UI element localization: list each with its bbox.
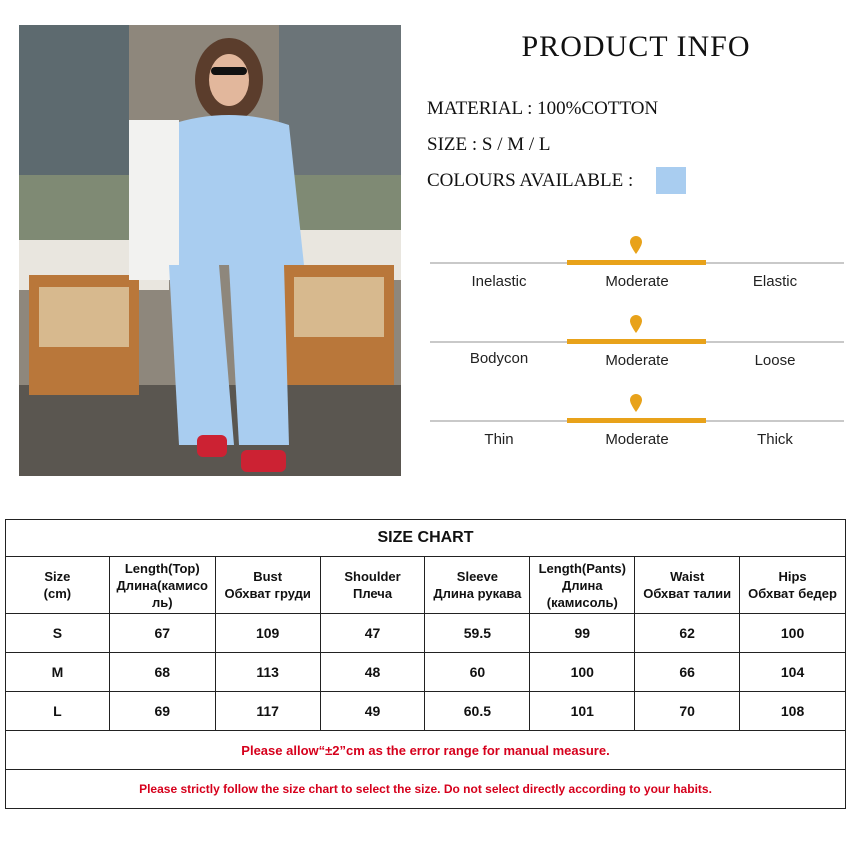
table-cell: 99: [530, 614, 635, 653]
scale-label-middle: Moderate: [605, 352, 669, 369]
scale-label-right: Elastic: [752, 273, 798, 290]
thickness-scale: [430, 410, 844, 450]
scale-label-middle: Moderate: [605, 431, 669, 448]
scale-label-left: Bodycon: [469, 350, 529, 367]
pin-marker-icon: [630, 236, 642, 254]
size-chart-table: [5, 519, 846, 809]
table-cell: L: [6, 692, 110, 731]
colour-swatch-light-blue: [656, 167, 686, 194]
scale-label-right: Thick: [757, 431, 793, 448]
scale-label-left: Thin: [484, 431, 514, 448]
scale-active-segment: [567, 339, 706, 344]
size-line: SIZE : S / M / L: [427, 134, 551, 155]
scale-label-right: Loose: [754, 352, 796, 369]
table-cell: 67: [109, 614, 215, 653]
scale-active-segment: [567, 260, 706, 265]
scale-label-left: Inelastic: [471, 273, 527, 290]
table-cell: 60.5: [425, 692, 530, 731]
table-cell: 59.5: [425, 614, 530, 653]
size-chart-header-row: [6, 557, 846, 614]
table-cell: 104: [740, 653, 846, 692]
table-row: [6, 614, 846, 653]
elasticity-scale: [430, 252, 844, 292]
table-cell: S: [6, 614, 110, 653]
table-cell: 60: [425, 653, 530, 692]
table-cell: 62: [635, 614, 740, 653]
table-cell: M: [6, 653, 110, 692]
table-row: [6, 653, 846, 692]
size-selection-note: Please strictly follow the size chart to select the size. Do not select directly according to your habits.: [6, 770, 846, 809]
header-shoulder: Shoulder Плеча: [320, 557, 425, 614]
header-waist: Waist Обхват талии: [635, 557, 740, 614]
table-cell: 70: [635, 692, 740, 731]
product-info-title: PRODUCT INFO: [521, 30, 751, 63]
pin-marker-icon: [630, 394, 642, 412]
measurement-error-note: Please allow“±2”cm as the error range for manual measure.: [6, 731, 846, 770]
table-cell: 100: [530, 653, 635, 692]
table-cell: 113: [215, 653, 320, 692]
material-line: MATERIAL : 100%COTTON: [427, 98, 659, 119]
table-cell: 49: [320, 692, 425, 731]
scale-label-middle: Moderate: [605, 273, 669, 290]
product-photo: [19, 25, 401, 476]
model-illustration: [19, 25, 401, 476]
scale-active-segment: [567, 418, 706, 423]
table-cell: 101: [530, 692, 635, 731]
table-cell: 100: [740, 614, 846, 653]
table-cell: 47: [320, 614, 425, 653]
colours-line: COLOURS AVAILABLE :: [427, 170, 634, 191]
header-sleeve: Sleeve Длина рукава: [425, 557, 530, 614]
table-cell: 117: [215, 692, 320, 731]
table-cell: 68: [109, 653, 215, 692]
table-row: [6, 692, 846, 731]
pin-marker-icon: [630, 315, 642, 333]
fit-scale: [430, 331, 844, 371]
table-cell: 109: [215, 614, 320, 653]
table-cell: 48: [320, 653, 425, 692]
header-bust: Bust Обхват груди: [215, 557, 320, 614]
header-size: Size (cm): [6, 557, 110, 614]
table-cell: 69: [109, 692, 215, 731]
header-length-top: Length(Top) Длина(камисо ль): [109, 557, 215, 614]
size-chart-title: SIZE CHART: [6, 520, 846, 557]
table-cell: 66: [635, 653, 740, 692]
header-length-pants: Length(Pants) Длина (камисоль): [530, 557, 635, 614]
header-hips: Hips Обхват бедер: [740, 557, 846, 614]
table-cell: 108: [740, 692, 846, 731]
